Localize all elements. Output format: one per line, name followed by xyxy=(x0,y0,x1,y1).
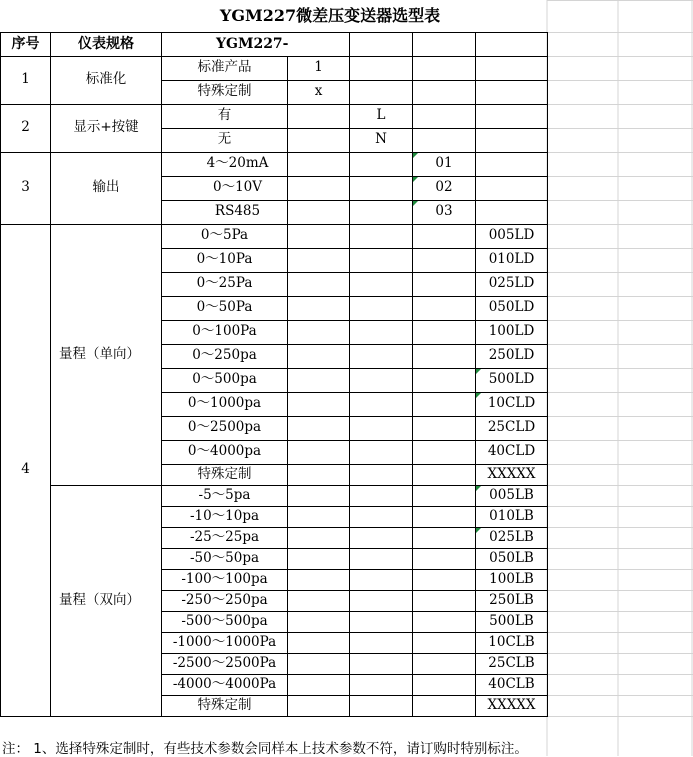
option-label: 0～100Pa xyxy=(162,320,288,344)
header-empty xyxy=(413,32,476,56)
option-label: 0～1000pa xyxy=(162,392,288,416)
cell-indicator-icon xyxy=(413,153,418,158)
option-label: -500～500pa xyxy=(162,611,288,632)
option-label: -10～10pa xyxy=(162,506,288,527)
option-code: x xyxy=(288,80,350,104)
option-label: 0～10Pa xyxy=(162,248,288,272)
option-label: 0～25Pa xyxy=(162,272,288,296)
header-spec: 仪表规格 xyxy=(51,32,162,56)
header-empty xyxy=(476,32,548,56)
option-code: 010LB xyxy=(476,506,548,527)
option-code: 10CLB xyxy=(476,632,548,653)
option-label: -5～5pa xyxy=(162,485,288,506)
seq-cell: 4 xyxy=(1,224,51,716)
option-label: 0～50Pa xyxy=(162,296,288,320)
option-label: 0～4000pa xyxy=(162,440,288,464)
category-cell: 标准化 xyxy=(51,56,162,104)
option-code: 03 xyxy=(413,200,476,224)
category-cell-single: 量程（单向） xyxy=(51,224,162,485)
category-cell: 输出 xyxy=(51,152,162,224)
option-label: -4000～4000Pa xyxy=(162,674,288,695)
seq-cell: 2 xyxy=(1,104,51,152)
option-code: 100LD xyxy=(476,320,548,344)
category-cell-double: 量程（双向） xyxy=(51,485,162,716)
option-code: XXXXX xyxy=(476,695,548,716)
option-code: N xyxy=(350,128,413,152)
option-code: 40CLB xyxy=(476,674,548,695)
option-code: XXXXX xyxy=(476,464,548,485)
page-title: YGM227微差压变送器选型表 xyxy=(219,5,441,25)
option-label: 0～5Pa xyxy=(162,224,288,248)
option-code: 100LB xyxy=(476,569,548,590)
cell-indicator-icon xyxy=(476,369,481,374)
option-label: 特殊定制 xyxy=(162,464,288,485)
option-label: 标准产品 xyxy=(162,56,288,80)
category-cell: 显示+按键 xyxy=(51,104,162,152)
option-code: 1 xyxy=(288,56,350,80)
option-label: -1000～1000Pa xyxy=(162,632,288,653)
option-code: 40CLD xyxy=(476,440,548,464)
option-label: -25～25pa xyxy=(162,527,288,548)
option-label: 4～20mA xyxy=(162,152,288,176)
option-label: -100～100pa xyxy=(162,569,288,590)
option-label: 0～2500pa xyxy=(162,416,288,440)
option-code: 01 xyxy=(413,152,476,176)
option-label: -50～50pa xyxy=(162,548,288,569)
option-label: -2500～2500Pa xyxy=(162,653,288,674)
option-code: 025LD xyxy=(476,272,548,296)
option-label: 特殊定制 xyxy=(162,695,288,716)
cell-indicator-icon xyxy=(413,201,418,206)
option-code: L xyxy=(350,104,413,128)
option-label: 0～10V xyxy=(162,176,288,200)
footnote: 注： 1、选择特殊定制时，有些技术参数会同样本上技术参数不符，请订购时特别标注。 xyxy=(2,741,528,757)
option-code: 10CLD xyxy=(476,392,548,416)
seq-cell: 1 xyxy=(1,56,51,104)
option-label: 无 xyxy=(162,128,288,152)
option-code: 050LB xyxy=(476,548,548,569)
option-label: 有 xyxy=(162,104,288,128)
cell-indicator-icon xyxy=(476,486,481,491)
option-code: 02 xyxy=(413,176,476,200)
option-code: 050LD xyxy=(476,296,548,320)
option-code: 005LD xyxy=(476,224,548,248)
cell-indicator-icon xyxy=(476,528,481,533)
header-seq: 序号 xyxy=(1,32,51,56)
option-code: 500LB xyxy=(476,611,548,632)
option-code: 025LB xyxy=(476,527,548,548)
seq-cell: 3 xyxy=(1,152,51,224)
header-empty xyxy=(350,32,413,56)
cell-indicator-icon xyxy=(476,393,481,398)
header-model-prefix: YGM227- xyxy=(162,32,350,56)
option-code: 25CLB xyxy=(476,653,548,674)
option-code: 005LB xyxy=(476,485,548,506)
option-label: 0～250pa xyxy=(162,344,288,368)
option-label: 特殊定制 xyxy=(162,80,288,104)
option-code: 010LD xyxy=(476,248,548,272)
option-code: 250LB xyxy=(476,590,548,611)
option-label: RS485 xyxy=(162,200,288,224)
option-code: 250LD xyxy=(476,344,548,368)
option-label: -250～250pa xyxy=(162,590,288,611)
option-code: 25CLD xyxy=(476,416,548,440)
option-label: 0～500pa xyxy=(162,368,288,392)
cell-indicator-icon xyxy=(413,177,418,182)
option-code: 500LD xyxy=(476,368,548,392)
